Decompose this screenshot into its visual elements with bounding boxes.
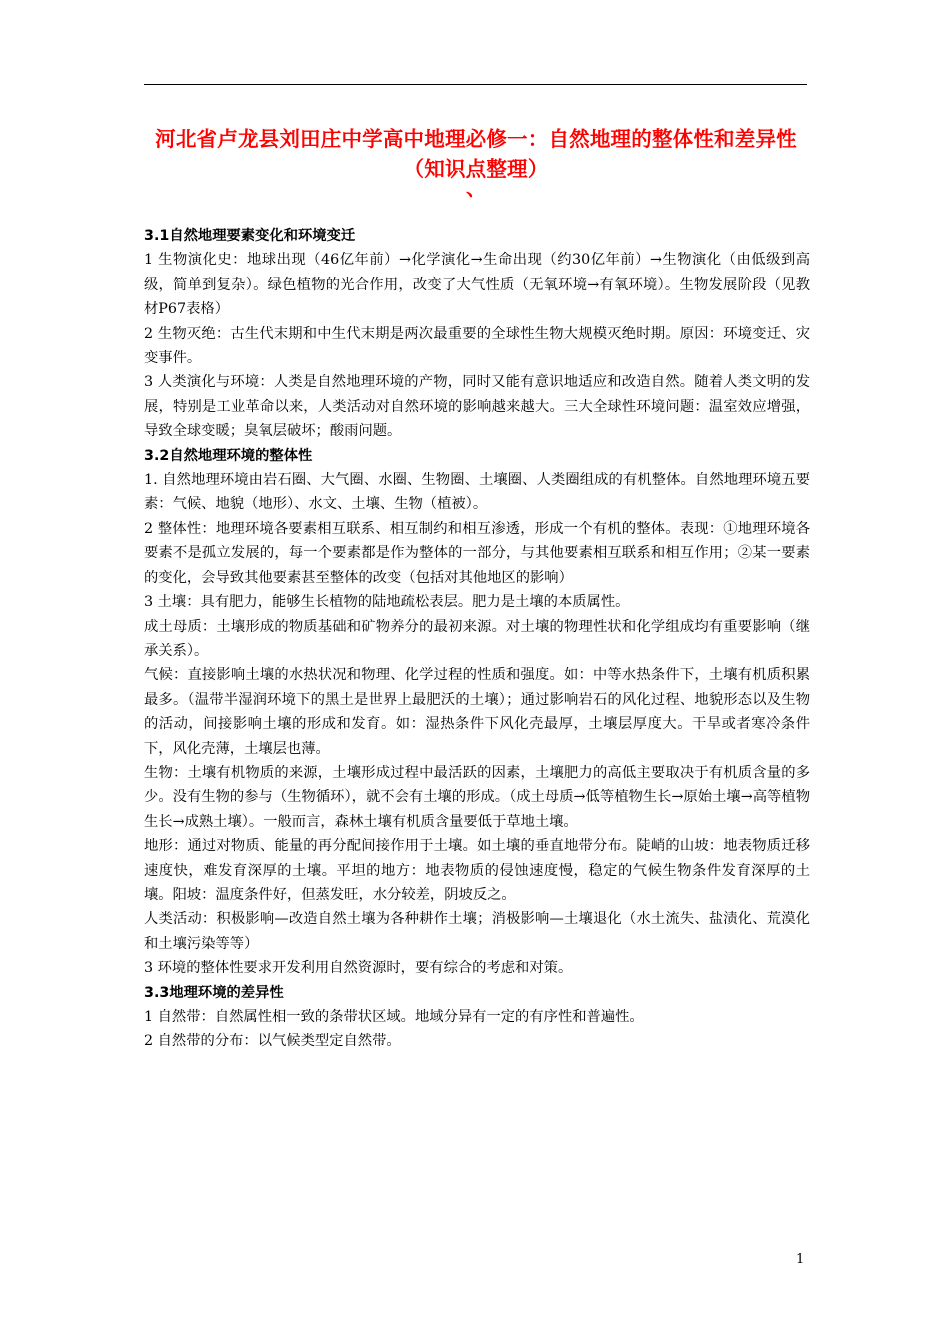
document-title: 河北省卢龙县刘田庄中学高中地理必修一：自然地理的整体性和差异性（知识点整理） — [155, 127, 797, 181]
paragraph: 2 整体性：地理环境各要素相互联系、相互制约和相互渗透，形成一个有机的整体。表现：①地理环境各要素不是孤立发展的，每一个要素都是作为整体的一部分，与其他要素相互联系和相互作用；②某一要素的变化，会导致其他要素甚至整体的改变（包括对其他地区的影响） — [144, 520, 810, 586]
section-heading: 3.3地理环境的差异性 — [144, 984, 284, 1001]
paragraph: 1 自然带：自然属性相一致的条带状区域。地域分异有一定的有序性和普遍性。 — [144, 1009, 644, 1025]
section-3-1 — [144, 224, 810, 444]
paragraph: 1. 自然地理环境由岩石圈、大气圈、水圈、生物圈、土壤圈、人类圈组成的有机整体。自然地理环境五要素：气候、地貌（地形）、水文、土壤、生物（植被）。 — [144, 472, 810, 513]
paragraph: 2 自然带的分布：以气候类型定自然带。 — [144, 1033, 401, 1050]
title-mark: 、 — [466, 176, 486, 200]
paragraph: 3 人类演化与环境：人类是自然地理环境的产物，同时又能有意识地适应和改造自然。随着人类文明的发展，特别是工业革命以来，人类活动对自然环境的影响越来越大。三大全球性环境问题：温室效应增强，导致全球变暖；臭氧层破坏；酸雨问题。 — [144, 374, 810, 440]
page-number: 1 — [796, 1252, 805, 1267]
section-heading: 3.2自然地理环境的整体性 — [144, 447, 313, 464]
section-heading: 3.1自然地理要素变化和环境变迁 — [144, 228, 356, 244]
paragraph: 地形：通过对物质、能量的再分配间接作用于土壤。如土壤的垂直地带分布。陡峭的山坡：地表物质迁移速度快，难发育深厚的土壤。平坦的地方：地表物质的侵蚀速度慢，稳定的气候生物条件发育深厚的土壤。阳坡：温度条件好，但蒸发旺，水分较差，阴坡反之。 — [144, 838, 810, 903]
section-3-2 — [144, 444, 810, 981]
paragraph: 3 土壤：具有肥力，能够生长植物的陆地疏松表层。肥力是土壤的本质属性。 — [144, 594, 630, 611]
paragraph: 2 生物灭绝：古生代末期和中生代末期是两次最重要的全球性生物大规模灭绝时期。原因：环境变迁、灾变事件。 — [144, 325, 810, 367]
section-3-3 — [144, 981, 810, 1054]
document-body — [144, 224, 810, 1054]
paragraph: 气候：直接影响土壤的水热状况和物理、化学过程的性质和强度。如：中等水热条件下，土壤有机质积累最多。（温带半湿润环境下的黑土是世界上最肥沃的土壤）；通过影响岩石的风化过程、地貌形态以及生物的活动，间接影响土壤的形成和发育。如：湿热条件下风化壳最厚，土壤层厚度大。干旱或者寒冷条件下，风化壳薄，土壤层也薄。 — [144, 667, 810, 757]
header-rule — [144, 84, 807, 85]
paragraph: 人类活动：积极影响—改造自然土壤为各种耕作土壤；消极影响—土壤退化（水土流失、盐渍化、荒漠化和土壤污染等等） — [144, 911, 810, 952]
paragraph: 生物：土壤有机物质的来源，土壤形成过程中最活跃的因素，土壤肥力的高低主要取决于有机质含量的多少。没有生物的参与（生物循环），就不会有土壤的形成。（成土母质→低等植物生长→原始土壤→高等植物生长→成熟土壤）。一般而言，森林土壤有机质含量要低于草地土壤。 — [144, 764, 810, 830]
paragraph: 成土母质：土壤形成的物质基础和矿物养分的最初来源。对土壤的物理性状和化学组成均有重要影响（继承关系）。 — [144, 618, 810, 659]
paragraph: 1 生物演化史：地球出现（46亿年前）→化学演化→生命出现（约30亿年前）→生物演化（由低级到高级，简单到复杂）。绿色植物的光合作用，改变了大气性质（无氧环境→有氧环境）。生物发展阶段（见教材P67表格） — [144, 252, 810, 318]
paragraph: 3 环境的整体性要求开发利用自然资源时，要有综合的考虑和对策。 — [144, 960, 573, 977]
